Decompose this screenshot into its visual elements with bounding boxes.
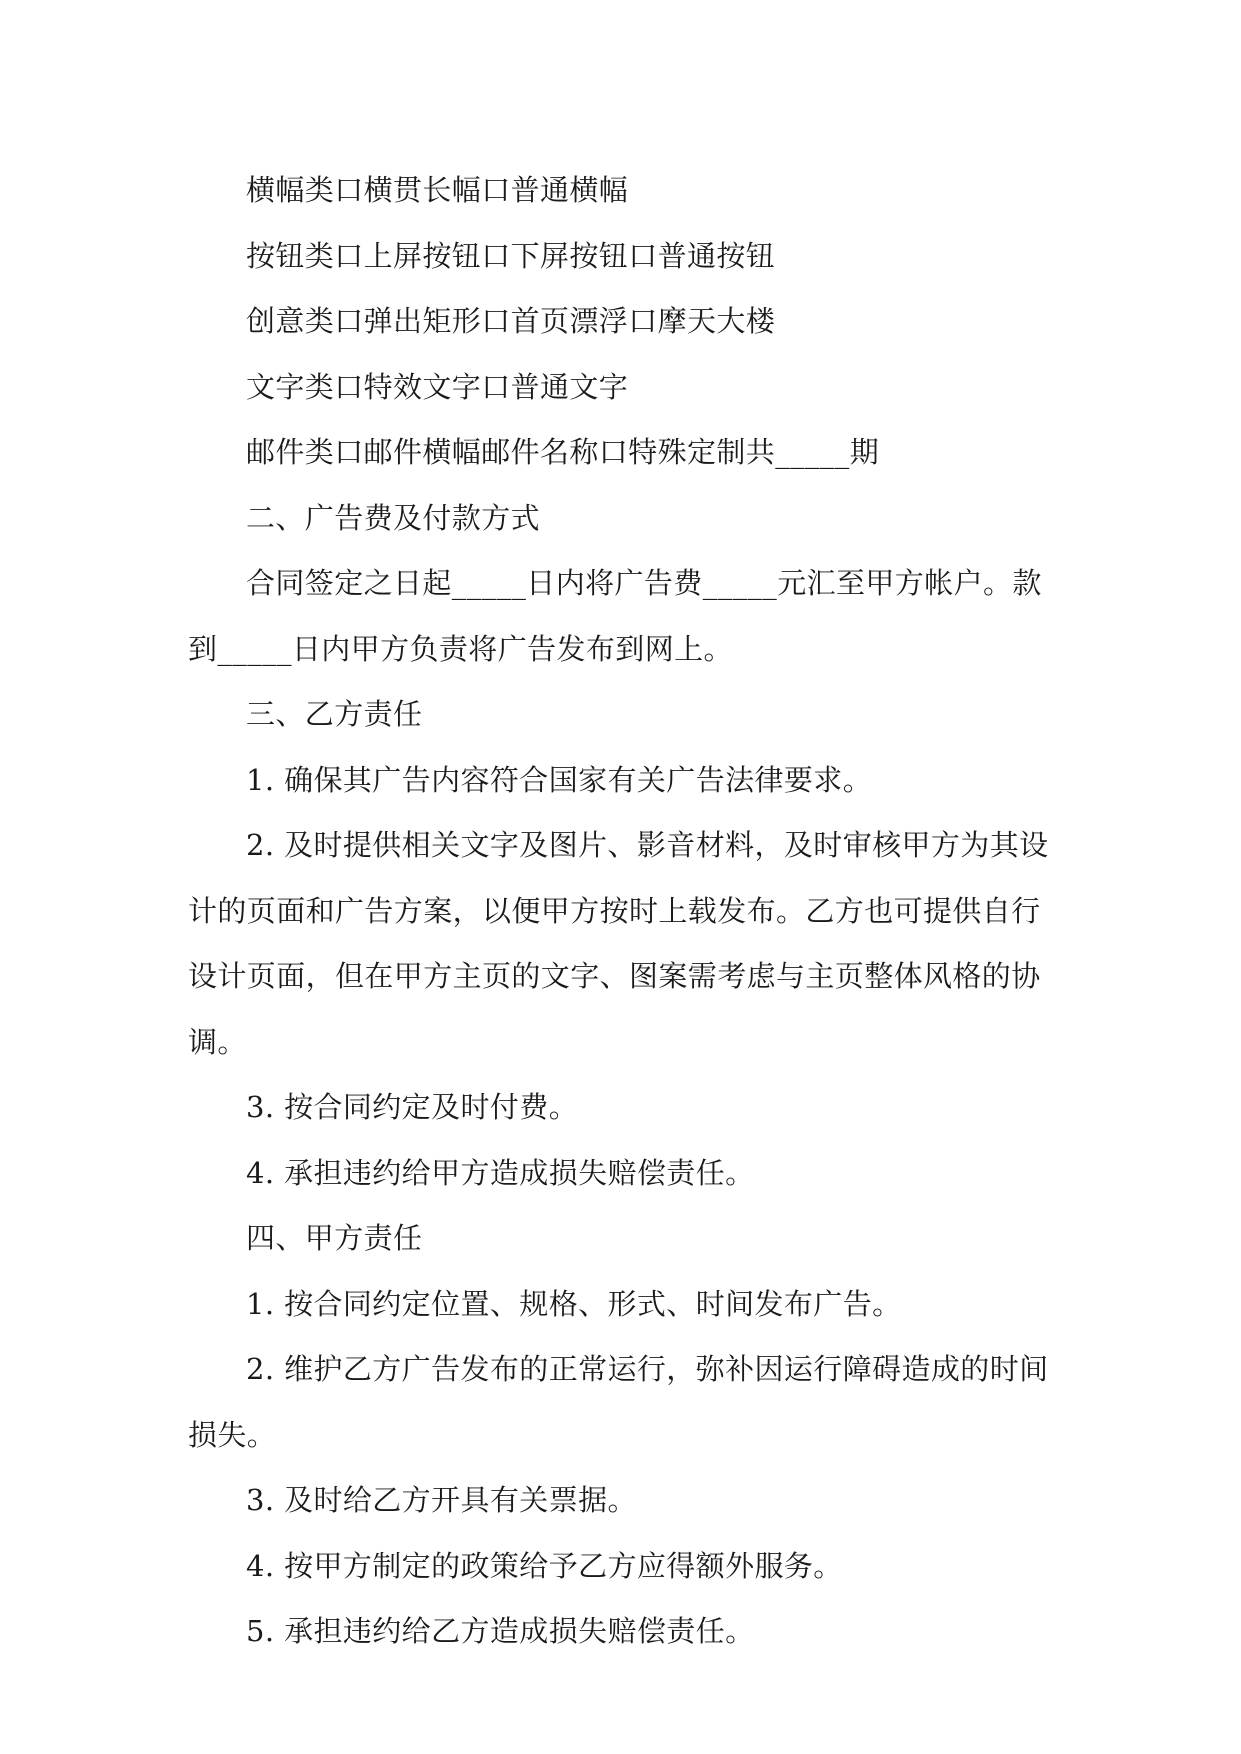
party-a-clause-1: 1. 按合同约定位置、规格、形式、时间发布广告。 <box>246 1286 902 1321</box>
party-a-clause-4: 4. 按甲方制定的政策给予乙方应得额外服务。 <box>246 1548 843 1583</box>
ad-type-button-line: 按钮类口上屏按钮口下屏按钮口普通按钮 <box>246 238 776 273</box>
fee-payment-clause: 合同签定之日起_____日内将广告费_____元汇至甲方帐户。款到_____日内甲方负责将广告发布到网上。 <box>188 566 1042 666</box>
party-b-clause-4: 4. 承担违约给甲方造成损失赔偿责任。 <box>246 1155 755 1190</box>
section-heading-fee-payment: 二、广告费及付款方式 <box>246 500 541 535</box>
party-b-clause-3: 3. 按合同约定及时付费。 <box>246 1090 579 1124</box>
document-body <box>188 158 1060 1665</box>
party-a-clause-5: 5. 承担违约给乙方造成损失赔偿责任。 <box>246 1614 755 1648</box>
section-heading-party-a: 四、甲方责任 <box>246 1221 423 1255</box>
party-a-clause-2: 2. 维护乙方广告发布的正常运行，弥补因运行障碍造成的时间损失。 <box>188 1352 1049 1452</box>
ad-type-creative-line: 创意类口弹出矩形口首页漂浮口摩天大楼 <box>246 304 776 338</box>
ad-type-banner-line: 横幅类口横贯长幅口普通横幅 <box>246 173 629 207</box>
party-b-clause-2: 2. 及时提供相关文字及图片、影音材料，及时审核甲方为其设计的页面和广告方案，以便甲方按时上载发布。乙方也可提供自行设计页面，但在甲方主页的文字、图案需考虑与主页整体风格的协调。 <box>188 828 1049 1059</box>
ad-type-mail-line: 邮件类口邮件横幅邮件名称口特殊定制共_____期 <box>246 435 880 469</box>
section-heading-party-b: 三、乙方责任 <box>246 697 423 731</box>
ad-type-text-line: 文字类口特效文字口普通文字 <box>246 369 629 404</box>
party-a-clause-3: 3. 及时给乙方开具有关票据。 <box>246 1483 637 1517</box>
party-b-clause-1: 1. 确保其广告内容符合国家有关广告法律要求。 <box>246 762 873 797</box>
